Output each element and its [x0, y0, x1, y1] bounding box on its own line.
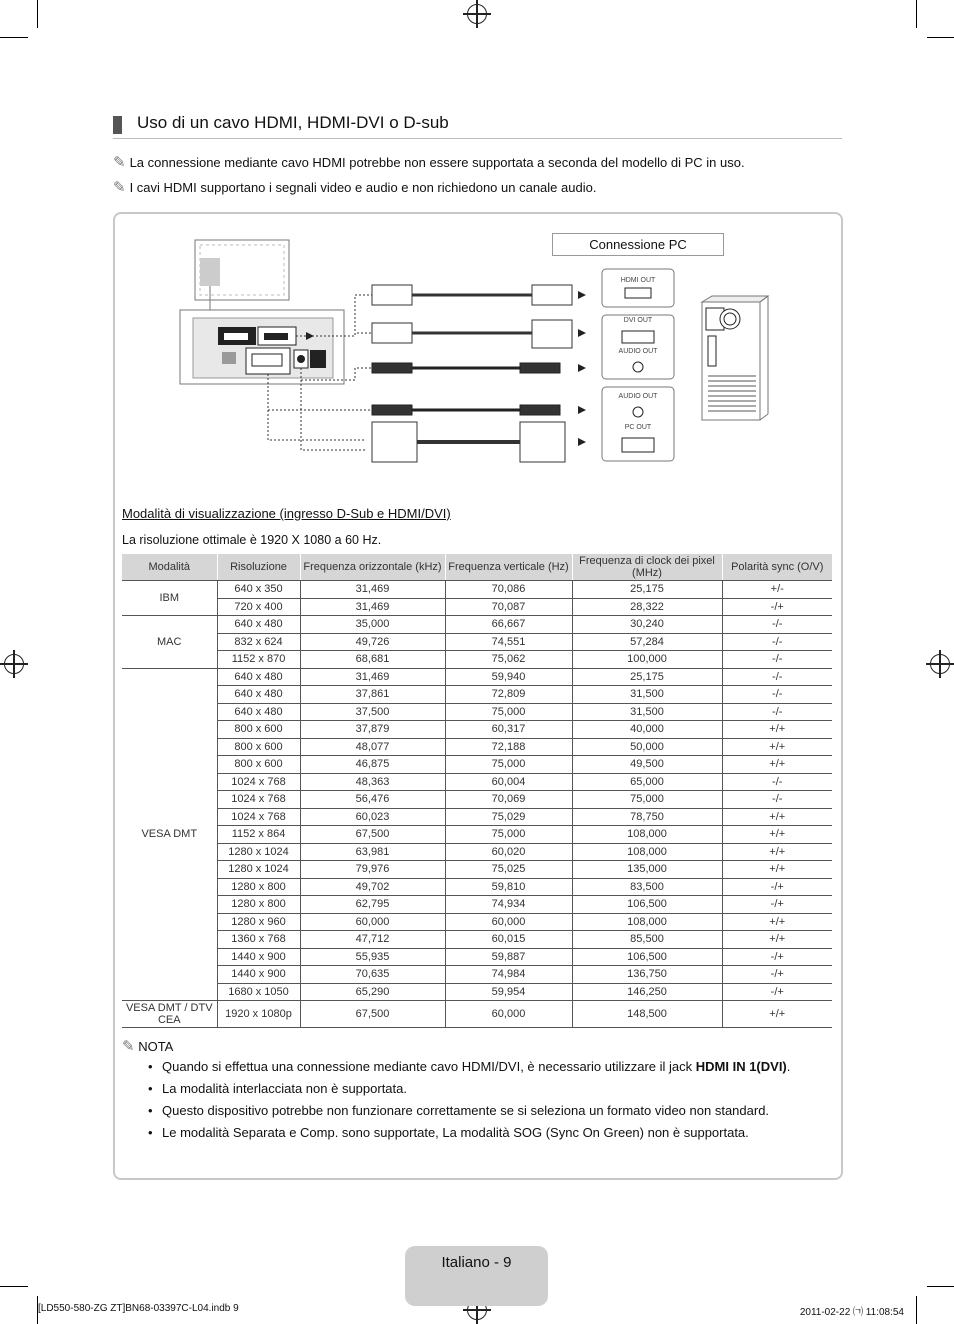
- table-cell: +/+: [722, 931, 832, 949]
- table-cell: 1680 x 1050: [217, 983, 300, 1001]
- table-cell: 75,000: [445, 826, 572, 844]
- table-cell: 50,000: [572, 738, 722, 756]
- table-cell: 67,500: [300, 826, 445, 844]
- table-cell: -/-: [722, 791, 832, 809]
- mode-group-cell: VESA DMT / DTV CEA: [122, 1001, 217, 1028]
- header-v-freq: Frequenza verticale (Hz): [445, 554, 572, 581]
- title-bar-marker: [113, 116, 122, 134]
- table-cell: 640 x 480: [217, 686, 300, 704]
- table-row: [122, 703, 832, 721]
- table-cell: 1152 x 864: [217, 826, 300, 844]
- table-cell: 48,077: [300, 738, 445, 756]
- table-header-row: [122, 554, 832, 581]
- connection-diagram: [160, 230, 770, 470]
- footer-date: 2011-02-22 ㈀ 11:08:54: [799, 1307, 904, 1318]
- table-cell: 63,981: [300, 843, 445, 861]
- table-cell: 74,551: [445, 633, 572, 651]
- table-cell: 65,000: [572, 773, 722, 791]
- table-cell: +/+: [722, 1001, 832, 1028]
- nota-item: • Questo dispositivo potrebbe non funzionare correttamente se si seleziona un formato video non standard.: [148, 1102, 790, 1124]
- table-row: [122, 668, 832, 686]
- table-cell: 31,500: [572, 686, 722, 704]
- table-cell: -/-: [722, 616, 832, 634]
- table-cell: +/+: [722, 808, 832, 826]
- table-cell: 37,861: [300, 686, 445, 704]
- table-cell: -/+: [722, 983, 832, 1001]
- audio-out-label-1: AUDIO OUT: [618, 348, 658, 355]
- table-cell: 640 x 350: [217, 581, 300, 599]
- table-cell: 60,015: [445, 931, 572, 949]
- pc-connection-label: Connessione PC: [552, 233, 724, 256]
- table-cell: 31,469: [300, 598, 445, 616]
- table-cell: 72,188: [445, 738, 572, 756]
- table-cell: 70,635: [300, 966, 445, 984]
- table-cell: 60,000: [445, 1001, 572, 1028]
- table-cell: -/-: [722, 651, 832, 669]
- table-cell: 800 x 600: [217, 756, 300, 774]
- table-row: [122, 843, 832, 861]
- table-cell: 60,000: [445, 913, 572, 931]
- table-cell: 48,363: [300, 773, 445, 791]
- page-number-tab: Italiano - 9: [405, 1246, 548, 1306]
- table-cell: -/-: [722, 668, 832, 686]
- table-cell: -/+: [722, 896, 832, 914]
- table-cell: 56,476: [300, 791, 445, 809]
- table-cell: 1280 x 800: [217, 878, 300, 896]
- nota-item: • Quando si effettua una connessione mediante cavo HDMI/DVI, è necessario utilizzare il jack HDMI IN 1(DVI).: [148, 1058, 790, 1080]
- table-row: [122, 791, 832, 809]
- table-cell: 60,000: [300, 913, 445, 931]
- audio-out-label-2: AUDIO OUT: [618, 393, 658, 400]
- table-cell: 60,004: [445, 773, 572, 791]
- table-row: [122, 598, 832, 616]
- table-row: [122, 686, 832, 704]
- table-row: [122, 1001, 832, 1028]
- header-mode: Modalità: [122, 554, 217, 581]
- modes-title: Modalità di visualizzazione (ingresso D-Sub e HDMI/DVI): [122, 506, 451, 521]
- table-cell: 59,954: [445, 983, 572, 1001]
- table-cell: 59,810: [445, 878, 572, 896]
- table-row: [122, 948, 832, 966]
- table-cell: 135,000: [572, 861, 722, 879]
- table-cell: 60,023: [300, 808, 445, 826]
- hdmi-out-label: HDMI OUT: [620, 277, 656, 284]
- nota-item: • Le modalità Separata e Comp. sono supportate, La modalità SOG (Sync On Green) non è supportata.: [148, 1124, 790, 1146]
- table-cell: 75,025: [445, 861, 572, 879]
- table-cell: 75,062: [445, 651, 572, 669]
- table-cell: 75,029: [445, 808, 572, 826]
- table-cell: 59,940: [445, 668, 572, 686]
- table-cell: +/+: [722, 738, 832, 756]
- pc-out-label: PC OUT: [624, 424, 652, 431]
- table-cell: -/+: [722, 948, 832, 966]
- nota-heading: ✎ NOTA: [122, 1038, 174, 1055]
- table-cell: 60,317: [445, 721, 572, 739]
- table-cell: -/-: [722, 686, 832, 704]
- footer-file: [LD550-580-ZG ZT]BN68-03397C-L04.indb 9: [38, 1303, 239, 1314]
- table-row: [122, 931, 832, 949]
- table-cell: 28,322: [572, 598, 722, 616]
- table-cell: +/+: [722, 721, 832, 739]
- table-cell: 70,087: [445, 598, 572, 616]
- table-cell: 1024 x 768: [217, 791, 300, 809]
- table-cell: -/+: [722, 598, 832, 616]
- table-cell: 1024 x 768: [217, 773, 300, 791]
- table-row: [122, 581, 832, 599]
- page-title: Uso di un cavo HDMI, HDMI-DVI o D-sub: [137, 113, 449, 132]
- table-cell: 800 x 600: [217, 721, 300, 739]
- table-cell: 1280 x 1024: [217, 843, 300, 861]
- table-row: [122, 721, 832, 739]
- table-cell: 65,290: [300, 983, 445, 1001]
- table-cell: 136,750: [572, 966, 722, 984]
- table-cell: 67,500: [300, 1001, 445, 1028]
- nota-list: [148, 1058, 790, 1146]
- title-divider: [113, 138, 842, 139]
- table-cell: 108,000: [572, 913, 722, 931]
- table-cell: 78,750: [572, 808, 722, 826]
- table-row: [122, 966, 832, 984]
- table-cell: 35,000: [300, 616, 445, 634]
- header-h-freq: Frequenza orizzontale (kHz): [300, 554, 445, 581]
- table-row: [122, 826, 832, 844]
- table-cell: 640 x 480: [217, 616, 300, 634]
- table-cell: 68,681: [300, 651, 445, 669]
- table-cell: 59,887: [445, 948, 572, 966]
- mode-group-cell: MAC: [122, 616, 217, 669]
- table-cell: 31,469: [300, 581, 445, 599]
- table-cell: 108,000: [572, 843, 722, 861]
- note-2: ✎ I cavi HDMI supportano i segnali video e audio e non richiedono un canale audio.: [113, 179, 597, 196]
- table-cell: -/+: [722, 966, 832, 984]
- table-cell: +/+: [722, 913, 832, 931]
- table-cell: 1440 x 900: [217, 948, 300, 966]
- table-cell: 1440 x 900: [217, 966, 300, 984]
- table-row: [122, 983, 832, 1001]
- pencil-icon: ✎: [113, 179, 126, 196]
- table-cell: 25,175: [572, 581, 722, 599]
- table-cell: 83,500: [572, 878, 722, 896]
- mode-group-cell: VESA DMT: [122, 668, 217, 1001]
- table-cell: -/-: [722, 773, 832, 791]
- table-cell: +/+: [722, 861, 832, 879]
- registration-mark-top: [467, 4, 487, 24]
- dvi-out-label: DVI OUT: [623, 317, 653, 324]
- table-cell: 37,879: [300, 721, 445, 739]
- table-cell: 49,726: [300, 633, 445, 651]
- table-row: [122, 633, 832, 651]
- table-cell: 25,175: [572, 668, 722, 686]
- note-1: ✎ La connessione mediante cavo HDMI potrebbe non essere supportata a seconda del modello di PC in uso.: [113, 154, 745, 171]
- table-row: [122, 738, 832, 756]
- table-cell: 1152 x 870: [217, 651, 300, 669]
- table-cell: 49,500: [572, 756, 722, 774]
- table-cell: 1280 x 1024: [217, 861, 300, 879]
- table-cell: 1280 x 800: [217, 896, 300, 914]
- table-cell: 62,795: [300, 896, 445, 914]
- mode-group-cell: IBM: [122, 581, 217, 616]
- table-cell: 75,000: [445, 703, 572, 721]
- table-cell: 148,500: [572, 1001, 722, 1028]
- table-cell: 49,702: [300, 878, 445, 896]
- table-cell: 1024 x 768: [217, 808, 300, 826]
- table-cell: 55,935: [300, 948, 445, 966]
- table-cell: 30,240: [572, 616, 722, 634]
- table-cell: 31,469: [300, 668, 445, 686]
- nota-item: • La modalità interlacciata non è supportata.: [148, 1080, 790, 1102]
- header-sync-polarity: Polarità sync (O/V): [722, 554, 832, 581]
- table-cell: 79,976: [300, 861, 445, 879]
- table-row: [122, 651, 832, 669]
- table-cell: 832 x 624: [217, 633, 300, 651]
- table-cell: 1920 x 1080p: [217, 1001, 300, 1028]
- table-cell: 106,500: [572, 896, 722, 914]
- table-cell: 720 x 400: [217, 598, 300, 616]
- table-cell: -/-: [722, 633, 832, 651]
- table-row: [122, 773, 832, 791]
- table-cell: 75,000: [445, 756, 572, 774]
- table-cell: 70,069: [445, 791, 572, 809]
- table-cell: +/+: [722, 826, 832, 844]
- table-cell: 108,000: [572, 826, 722, 844]
- table-cell: 37,500: [300, 703, 445, 721]
- table-cell: 100,000: [572, 651, 722, 669]
- table-row: [122, 913, 832, 931]
- table-row: [122, 616, 832, 634]
- table-cell: 85,500: [572, 931, 722, 949]
- pencil-icon: ✎: [122, 1038, 135, 1055]
- table-cell: 40,000: [572, 721, 722, 739]
- table-cell: 640 x 480: [217, 668, 300, 686]
- table-cell: 46,875: [300, 756, 445, 774]
- table-cell: 66,667: [445, 616, 572, 634]
- table-row: [122, 756, 832, 774]
- table-cell: 47,712: [300, 931, 445, 949]
- table-row: [122, 878, 832, 896]
- registration-mark-left: [4, 654, 24, 674]
- table-row: [122, 861, 832, 879]
- pencil-icon: ✎: [113, 154, 126, 171]
- header-pixel-clock: Frequenza di clock dei pixel (MHz): [572, 554, 722, 581]
- table-cell: +/-: [722, 581, 832, 599]
- table-cell: 1280 x 960: [217, 913, 300, 931]
- display-modes-table: [122, 554, 832, 1028]
- table-cell: -/-: [722, 703, 832, 721]
- table-cell: 146,250: [572, 983, 722, 1001]
- table-cell: +/+: [722, 843, 832, 861]
- header-resolution: Risoluzione: [217, 554, 300, 581]
- table-cell: 70,086: [445, 581, 572, 599]
- table-cell: 60,020: [445, 843, 572, 861]
- table-cell: -/+: [722, 878, 832, 896]
- table-cell: +/+: [722, 756, 832, 774]
- table-cell: 74,984: [445, 966, 572, 984]
- table-cell: 72,809: [445, 686, 572, 704]
- table-cell: 74,934: [445, 896, 572, 914]
- table-cell: 1360 x 768: [217, 931, 300, 949]
- table-row: [122, 808, 832, 826]
- optimal-resolution: La risoluzione ottimale è 1920 X 1080 a 60 Hz.: [122, 533, 382, 547]
- table-cell: 31,500: [572, 703, 722, 721]
- registration-mark-right: [930, 654, 950, 674]
- table-row: [122, 896, 832, 914]
- table-cell: 75,000: [572, 791, 722, 809]
- table-cell: 640 x 480: [217, 703, 300, 721]
- table-cell: 57,284: [572, 633, 722, 651]
- table-cell: 106,500: [572, 948, 722, 966]
- table-cell: 800 x 600: [217, 738, 300, 756]
